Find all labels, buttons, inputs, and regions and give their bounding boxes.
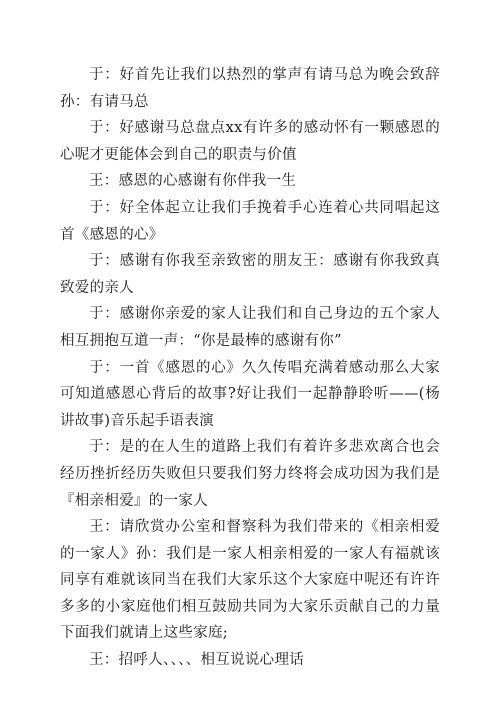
paragraph: 于：好全体起立让我们手挽着手心连着心共同唱起这首《感恩的心》: [60, 199, 440, 243]
paragraph: 王：招呼人、、、、相互说说心理话: [89, 652, 305, 669]
paragraph: 于：感谢有你我至亲致密的朋友王：感谢有你我致真致爱的亲人: [60, 253, 440, 296]
paragraph: 王：请欣赏办公室和督察科为我们带来的《相亲相爱的一家人》孙：我们是一家人相亲相爱的一家人有福就该同享有难就该同当在我们大家乐这个大家庭中呢还有许许多多的小家庭他们相互鼓励共同为大家乐贡献自己的力量下面我们就请上这些家庭;: [60, 519, 440, 642]
paragraph: 于：感谢你亲爱的家人让我们和自己身边的五个家人相互拥抱互道一声：“你是最棒的感谢有你”: [60, 306, 440, 349]
paragraph: 于：一首《感恩的心》久久传唱充满着感动那么大家可知道感恩心背后的故事?好让我们一起静静聆听——(杨讲故事)音乐起手语表演: [60, 359, 440, 429]
paragraph: 于：好感谢马总盘点xx有许多的感动怀有一颗感恩的心呢才更能体会到自己的职责与价值: [60, 120, 440, 163]
document-body: [60, 62, 440, 674]
paragraph: 于：是的在人生的道路上我们有着许多悲欢离合也会经历挫折经历失败但只要我们努力终将会成功因为我们是『相亲相爱』的一家人: [60, 439, 440, 509]
paragraph: 于：好首先让我们以热烈的掌声有请马总为晚会致辞孙：有请马总: [60, 67, 440, 110]
paragraph: 王：感恩的心感谢有你伴我一生: [89, 173, 297, 190]
